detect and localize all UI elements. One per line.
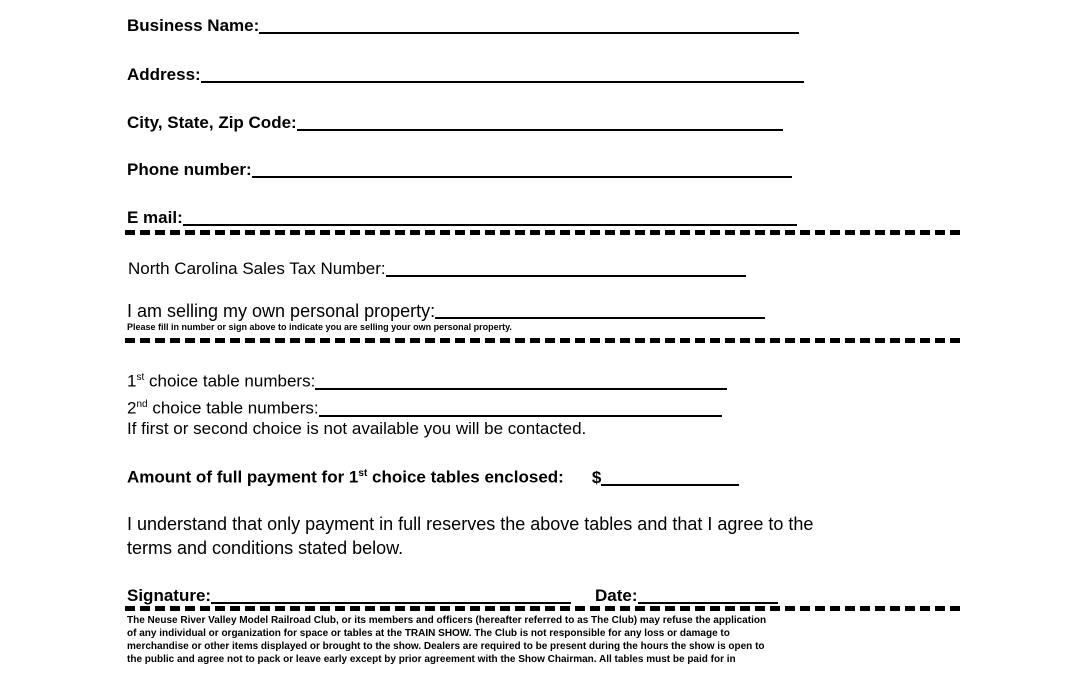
second-choice-field xyxy=(127,395,722,419)
business-name-input[interactable] xyxy=(259,14,799,34)
signature-field xyxy=(127,584,571,606)
address-label: Address: xyxy=(127,65,201,84)
second-choice-label: 2nd choice table numbers: xyxy=(127,398,319,418)
second-choice-input[interactable] xyxy=(319,397,722,417)
signature-label: Signature: xyxy=(127,586,212,605)
date-input[interactable] xyxy=(638,584,778,604)
first-choice-label: 1st choice table numbers: xyxy=(127,371,316,391)
date-label: Date: xyxy=(595,586,638,605)
terms-line: merchandise or other items displayed or brought to the show. Dealers are required to be present during the hours the show is open to xyxy=(127,641,765,652)
currency-symbol: $ xyxy=(591,467,602,487)
first-choice-field xyxy=(127,368,727,392)
dashed-divider xyxy=(125,338,960,343)
business-name-field xyxy=(127,14,799,36)
phone-field xyxy=(127,158,792,180)
city-state-zip-input[interactable] xyxy=(297,111,783,131)
phone-input[interactable] xyxy=(252,158,792,178)
terms-line: of any individual or organization for space or tables at the TRAIN SHOW. The Club is not responsible for any loss or damage to xyxy=(127,628,730,639)
agreement-text-line1: I understand that only payment in full reserves the above tables and that I agree to the xyxy=(127,514,814,534)
email-input[interactable] xyxy=(183,206,797,226)
nc-sales-tax-input[interactable] xyxy=(386,257,746,277)
email-field xyxy=(127,206,797,228)
payment-amount-input[interactable] xyxy=(601,466,739,486)
personal-property-note: Please fill in number or sign above to indicate you are selling your own personal property. xyxy=(127,322,512,332)
address-input[interactable] xyxy=(201,63,804,83)
city-state-zip-label: City, State, Zip Code: xyxy=(127,113,297,132)
payment-label: Amount of full payment for 1st choice tables enclosed: xyxy=(127,467,564,487)
agreement-text-line2: terms and conditions stated below. xyxy=(127,538,404,558)
business-name-label: Business Name: xyxy=(127,16,260,35)
terms-line: The Neuse River Valley Model Railroad Club, or its members and officers (hereafter referred to as The Club) may refuse the application xyxy=(127,615,767,626)
nc-sales-tax-field xyxy=(128,257,746,279)
personal-property-label: I am selling my own personal property: xyxy=(127,301,436,321)
personal-property-input[interactable] xyxy=(435,299,765,319)
date-field xyxy=(595,584,778,606)
personal-property-field xyxy=(127,299,765,321)
dashed-divider xyxy=(125,606,960,611)
dashed-divider xyxy=(125,230,960,235)
phone-label: Phone number: xyxy=(127,160,252,179)
email-label: E mail: xyxy=(127,208,183,227)
choice-notice: If first or second choice is not available you will be contacted. xyxy=(127,419,587,438)
city-state-zip-field xyxy=(127,111,783,133)
first-choice-input[interactable] xyxy=(315,370,727,390)
address-field xyxy=(127,63,804,85)
nc-sales-tax-label: North Carolina Sales Tax Number: xyxy=(128,259,386,278)
payment-field xyxy=(127,464,739,488)
terms-line: the public and agree not to pack or leave early except by prior agreement with the Show Chairman. All tables must be paid for in xyxy=(127,654,736,665)
signature-input[interactable] xyxy=(211,584,571,604)
terms-and-conditions xyxy=(127,614,957,666)
